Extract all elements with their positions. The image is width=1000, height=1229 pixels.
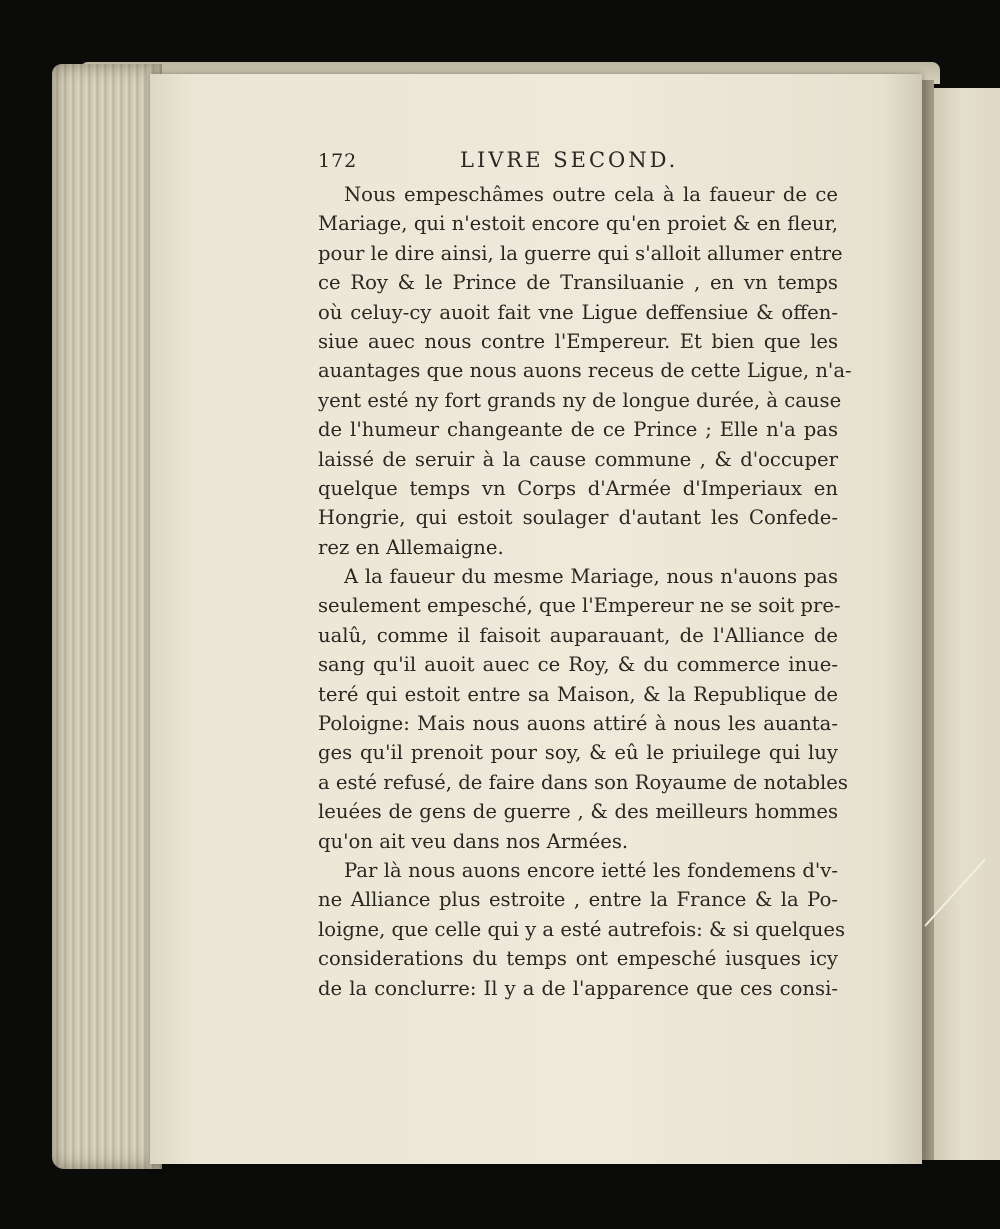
- text-line: auantages que nous auons receus de cette Ligue, n'a-: [318, 359, 852, 383]
- text-line: pour le dire ainsi, la guerre qui s'alloit allumer entre: [318, 241, 843, 265]
- text-line: quelque temps vn Corps d'Armée d'Imperiaux en: [318, 476, 838, 500]
- page-edges: [52, 64, 162, 1169]
- text-line: yent esté ny fort grands ny de longue durée, à cause: [318, 388, 842, 412]
- running-head: [318, 148, 838, 180]
- text-line: laissé de seruir à la cause commune , & d'occuper: [318, 447, 838, 471]
- page-number: 172: [318, 150, 358, 172]
- page-text: [318, 148, 852, 1003]
- text-line: ges qu'il prenoit pour soy, & eû le priuilege qui luy: [318, 741, 838, 765]
- text-line: Poloigne: Mais nous auons attiré à nous les auanta-: [318, 712, 838, 736]
- text-line: Mariage, qui n'estoit encore qu'en proiet & en fleur,: [318, 212, 838, 236]
- text-line: Hongrie, qui estoit soulager d'autant les Confede-: [318, 506, 838, 530]
- text-line: teré qui estoit entre sa Maison, & la Republique de: [318, 682, 838, 706]
- text-line: loigne, que celle qui y a esté autrefois: & si quelques: [318, 917, 846, 941]
- text-line: ce Roy & le Prince de Transiluanie , en vn temps: [318, 271, 838, 295]
- text-line: leuées de gens de guerre , & des meilleurs hommes: [318, 800, 838, 824]
- text-line: seulement empesché, que l'Empereur ne se soit pre-: [318, 594, 841, 618]
- text-line: siue auec nous contre l'Empereur. Et bien que les: [318, 329, 838, 353]
- text-line: de l'humeur changeante de ce Prince ; Elle n'a pas: [318, 418, 838, 442]
- paragraph-2: [318, 562, 848, 856]
- text-line: Nous empeschâmes outre cela à la faueur de ce: [344, 183, 838, 206]
- text-line: sang qu'il auoit auec ce Roy, & du commerce inue-: [318, 653, 838, 677]
- text-line: qu'on ait veu dans nos Armées.: [318, 829, 629, 853]
- text-line: rez en Allemaigne.: [318, 535, 504, 559]
- text-line: où celuy-cy auoit fait vne Ligue deffensiue & offen-: [318, 300, 838, 324]
- text-line: de la conclurre: Il y a de l'apparence que ces consi-: [318, 976, 838, 1000]
- paragraph-1: [318, 180, 852, 562]
- text-line: ne Alliance plus estroite , entre la France & la Po-: [318, 888, 838, 912]
- text-line: Par là nous auons encore ietté les fondemens d'v-: [344, 858, 838, 882]
- text-line: ualû, comme il faisoit auparauant, de l'Alliance de: [318, 623, 838, 647]
- paragraph-3: [318, 856, 846, 1003]
- facing-page: [930, 88, 1000, 1160]
- text-line: a esté refusé, de faire dans son Royaume de notables: [318, 770, 848, 794]
- text-line: A la faueur du mesme Mariage, nous n'auons pas: [344, 565, 838, 589]
- text-line: considerations du temps ont empesché iusques icy: [318, 947, 838, 971]
- running-title: LIVRE SECOND.: [460, 148, 679, 172]
